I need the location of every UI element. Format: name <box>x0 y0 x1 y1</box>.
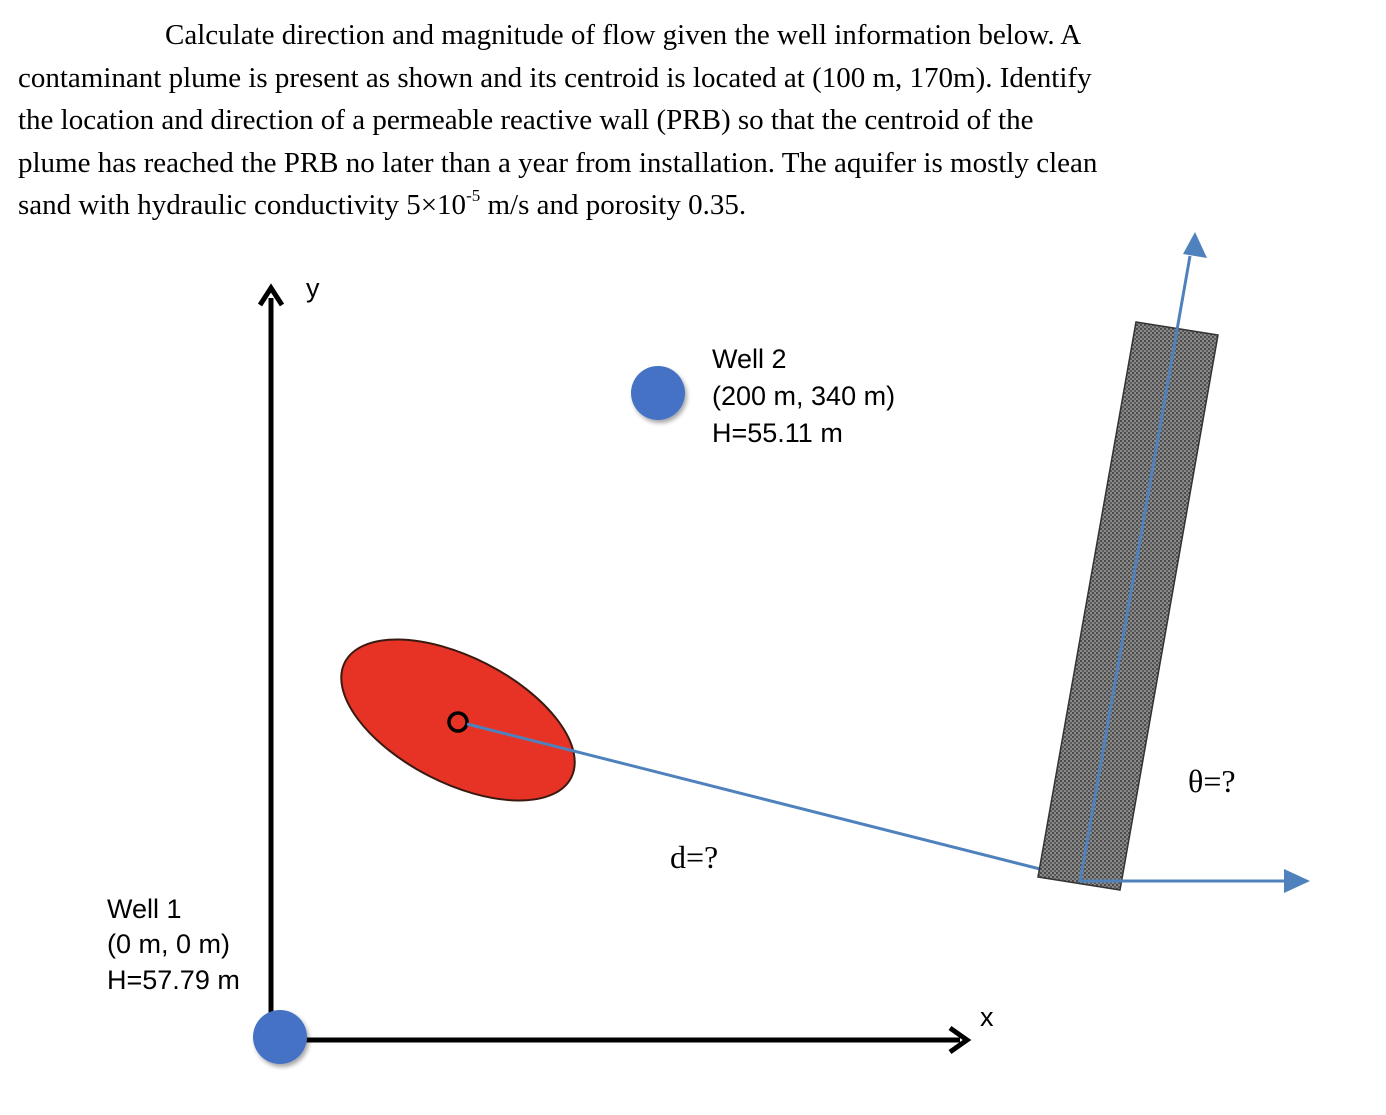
well-2-marker <box>631 366 685 420</box>
x-axis-label: x <box>980 1002 994 1032</box>
problem-line-3: the location and direction of a permeable reactive wall (PRB) so that the centroid of the <box>18 104 1034 136</box>
problem-line-1: Calculate direction and magnitude of flow given the well information below. A <box>165 19 1082 51</box>
well-1-name: Well 1 <box>107 894 182 924</box>
problem-line-2: contaminant plume is present as shown and its centroid is located at (100 m, 170m). Identify <box>18 61 1092 94</box>
reference-x-arrowhead <box>1284 869 1310 893</box>
well-2-head: H=55.11 m <box>712 418 843 448</box>
contaminant-plume <box>316 606 600 834</box>
well-1-coords: (0 m, 0 m) <box>107 929 231 959</box>
problem-line-5-text: sand with hydraulic conductivity 5×10 <box>18 189 467 221</box>
problem-line-4: plume has reached the PRB no later than a year from installation. The aquifer is mostly clean <box>18 146 1098 179</box>
angle-label: θ=? <box>1188 763 1236 799</box>
exponent: -5 <box>466 186 481 205</box>
problem-line-5-end: m/s and porosity 0.35. <box>480 189 747 221</box>
well-1-marker <box>253 1010 307 1064</box>
well-2-coords: (200 m, 340 m) <box>712 381 896 411</box>
wall-direction-arrowhead <box>1183 232 1207 258</box>
well-2-name: Well 2 <box>712 344 787 374</box>
distance-label: d=? <box>670 839 719 875</box>
y-axis-label: y <box>306 273 320 303</box>
distance-line <box>467 724 1044 870</box>
well-1-head: H=57.79 m <box>107 965 240 995</box>
